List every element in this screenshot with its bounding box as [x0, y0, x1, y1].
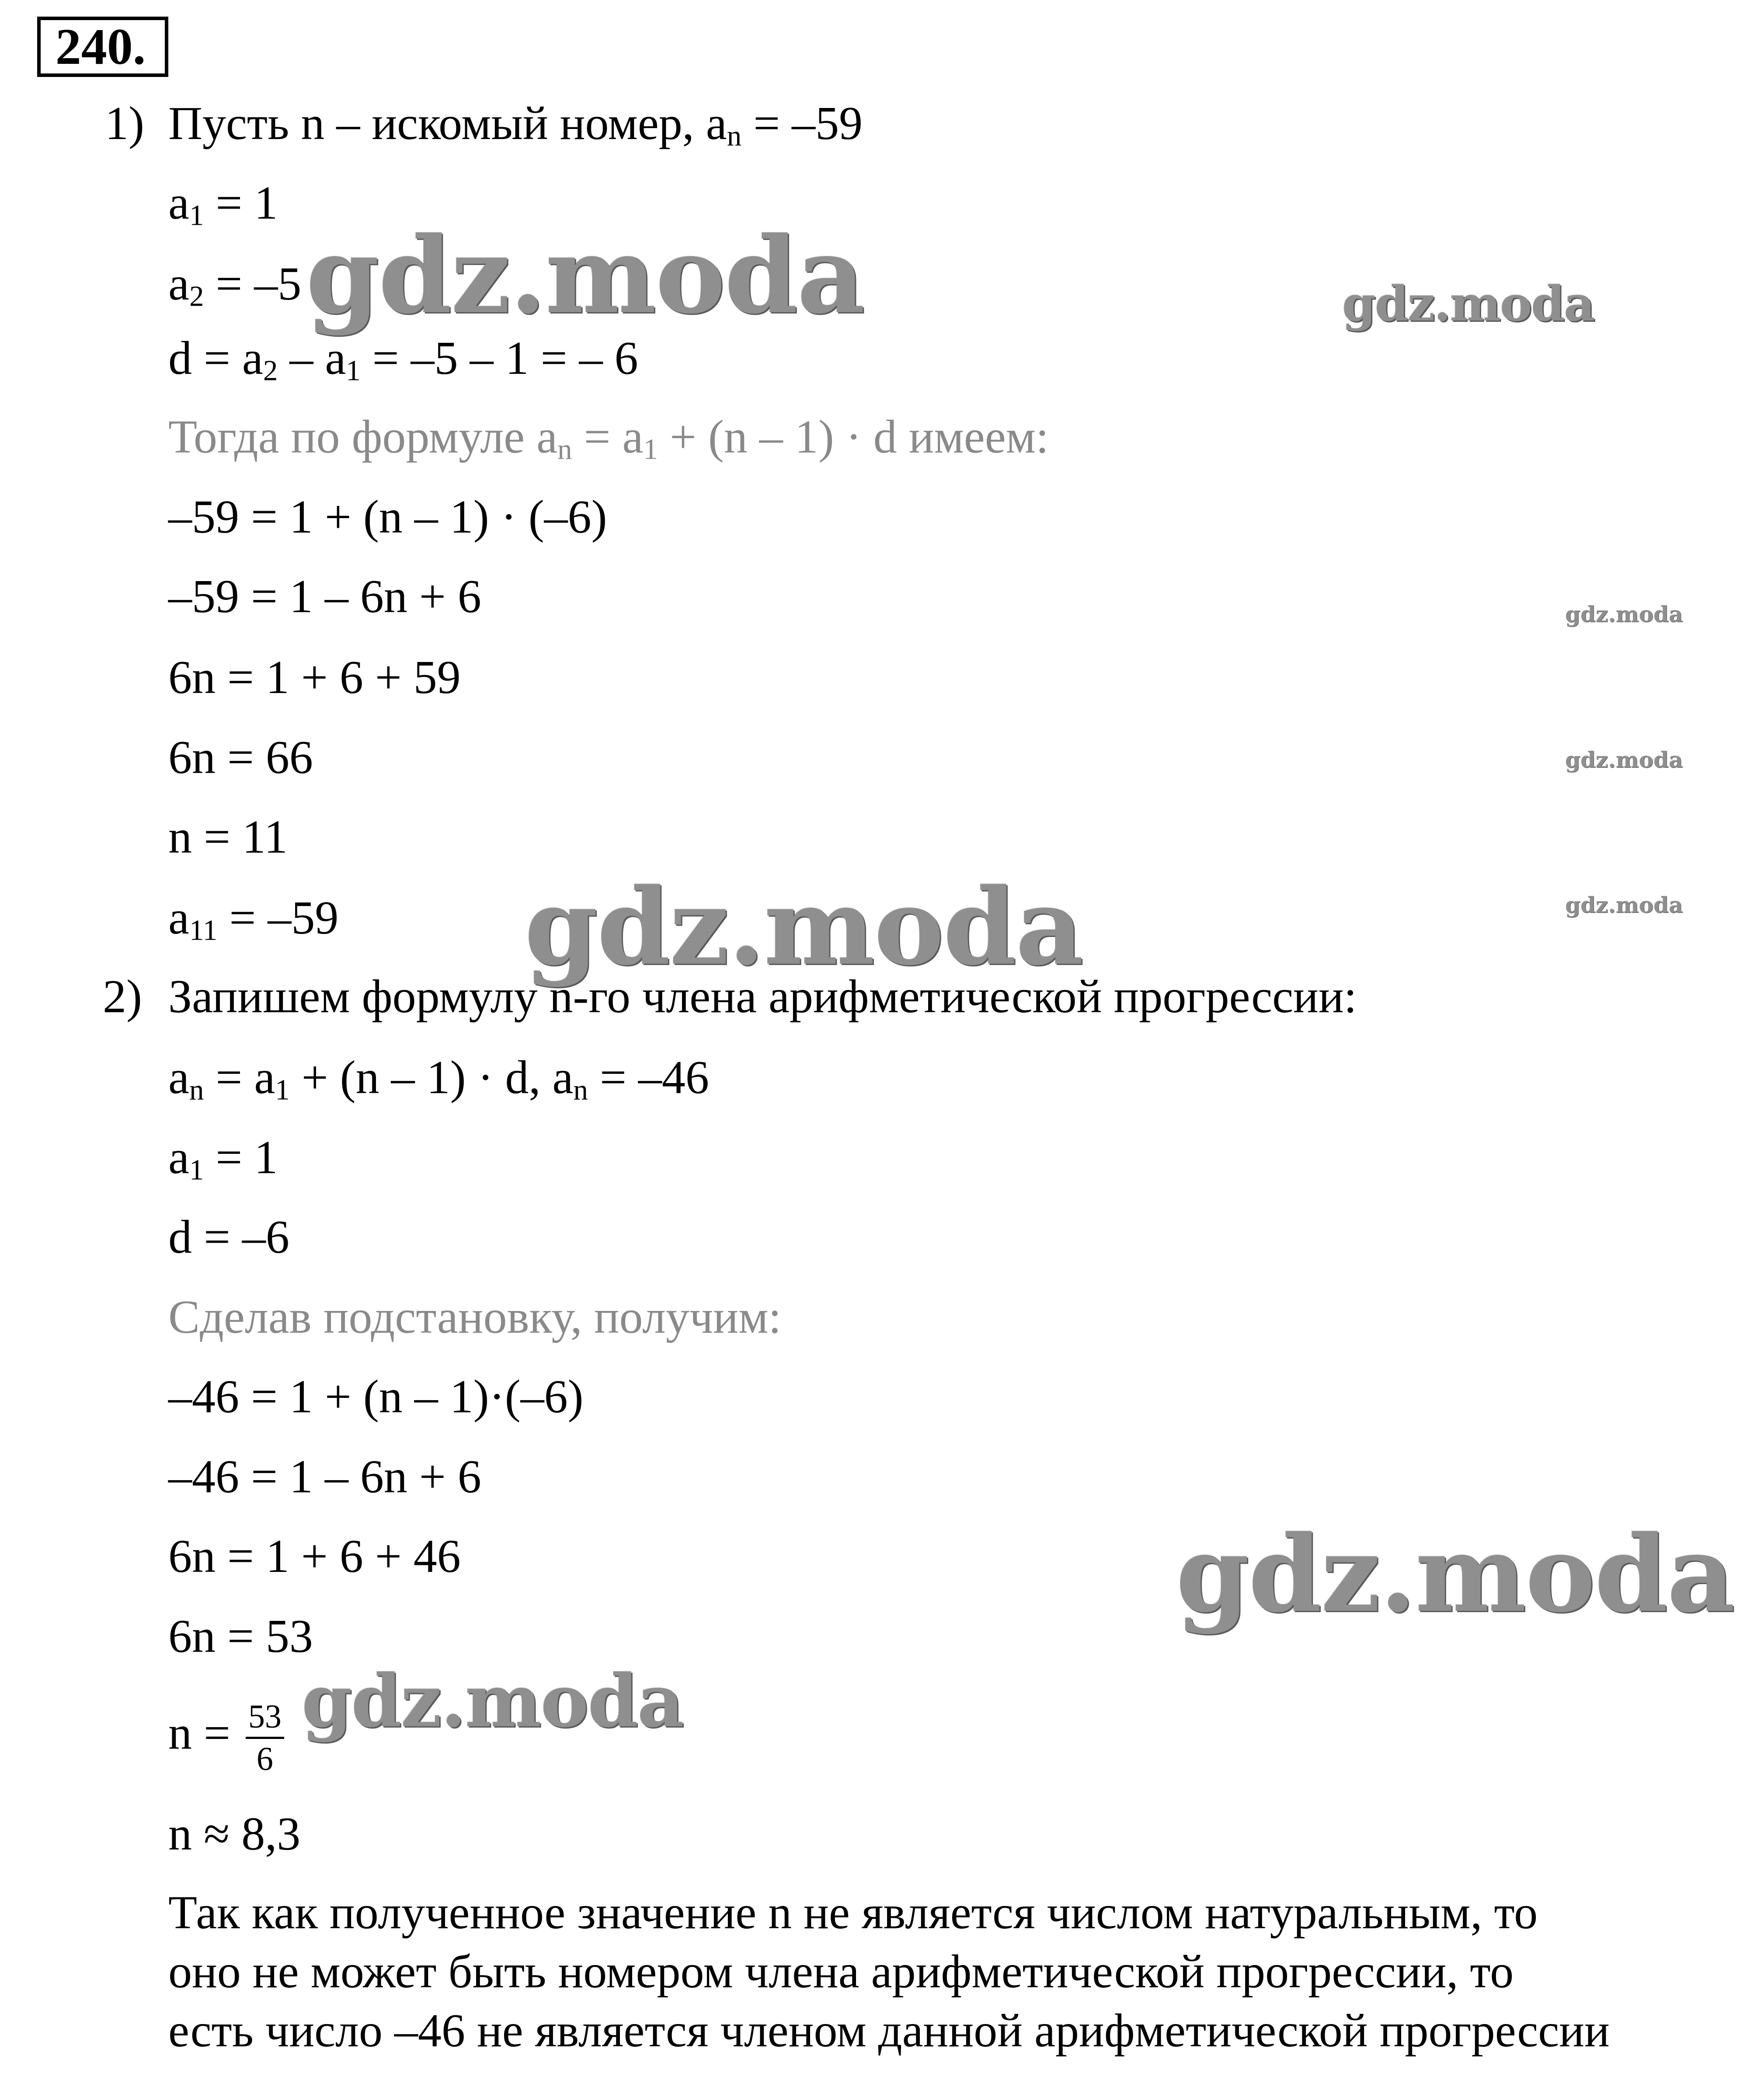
part2-eq1: –46 = 1 + (n – 1)·(–6) — [168, 1371, 584, 1423]
part1-marker: 1) — [105, 98, 144, 150]
part2-a1: $a_1 = 1$ — [168, 1132, 278, 1186]
part2-conclusion-line3: есть число –46 не является членом данной арифметической прогрессии — [168, 2005, 1610, 2057]
part1-eq1: –59 = 1 + (n – 1) · (–6) — [168, 491, 607, 543]
problem-number: 240. — [37, 17, 168, 77]
watermark-4: gdz.moda — [1565, 747, 1683, 773]
part1-eq4: 6n = 66 — [168, 732, 313, 784]
part2-eq2: –46 = 1 – 6n + 6 — [168, 1451, 481, 1503]
part2-n-fraction: n = $\frac{53}{6}$ — [168, 1697, 284, 1779]
fraction-denominator: 6 — [256, 1741, 273, 1777]
watermark-8: gdz.moda — [302, 1658, 683, 1743]
part1-intro: Пусть n – искомый номер, $a_n = -59$ — [168, 98, 863, 152]
watermark-3: gdz.moda — [1565, 601, 1683, 627]
part2-conclusion-line1: Так как полученное значение n не является числом натуральным, то — [168, 1887, 1538, 1939]
part1-a11: $a_{11} = -59$ — [168, 892, 339, 947]
part2-intro: Запишем формулу n-го члена арифметической прогрессии: — [168, 971, 1357, 1023]
part2-substitution-text: Сделав подстановку, получим: — [168, 1291, 782, 1343]
part2-eq4: 6n = 53 — [168, 1610, 313, 1662]
watermark-1: gdz.moda — [306, 214, 864, 337]
fraction — [246, 1697, 284, 1779]
part1-d: $d = a_2 - a_1 = -5 - 1$ = – 6 — [168, 332, 638, 387]
part1-formula-text: Тогда по формуле $a_n = a_1 + (n - 1) \cdot d$ имеем: — [168, 411, 1049, 466]
part2-conclusion-line2: оно не может быть номером члена арифметической прогрессии, то — [168, 1946, 1514, 1998]
part2-marker: 2) — [103, 971, 142, 1023]
part2-d: d = –6 — [168, 1211, 289, 1263]
part2-eq3: 6n = 1 + 6 + 46 — [168, 1530, 461, 1582]
part1-a1: $a_1 = 1$ — [168, 177, 278, 232]
part2-formula: $a_n = a_1 + (n - 1) \cdot d$, $a_n = -46$ — [168, 1052, 709, 1106]
watermark-7: gdz.moda — [1176, 1512, 1734, 1636]
part1-eq2: –59 = 1 – 6n + 6 — [168, 571, 481, 623]
watermark-6: gdz.moda — [525, 865, 1083, 989]
part1-a2: $a_2 = -5$ — [168, 258, 302, 313]
part1-eq3: 6n = 1 + 6 + 59 — [168, 652, 461, 704]
watermark-5: gdz.moda — [1565, 892, 1683, 918]
fraction-numerator: 53 — [246, 1697, 284, 1739]
part1-eq5: n = 11 — [168, 811, 288, 863]
part2-approx: n ≈ 8,3 — [168, 1808, 301, 1860]
watermark-2: gdz.moda — [1342, 275, 1594, 332]
